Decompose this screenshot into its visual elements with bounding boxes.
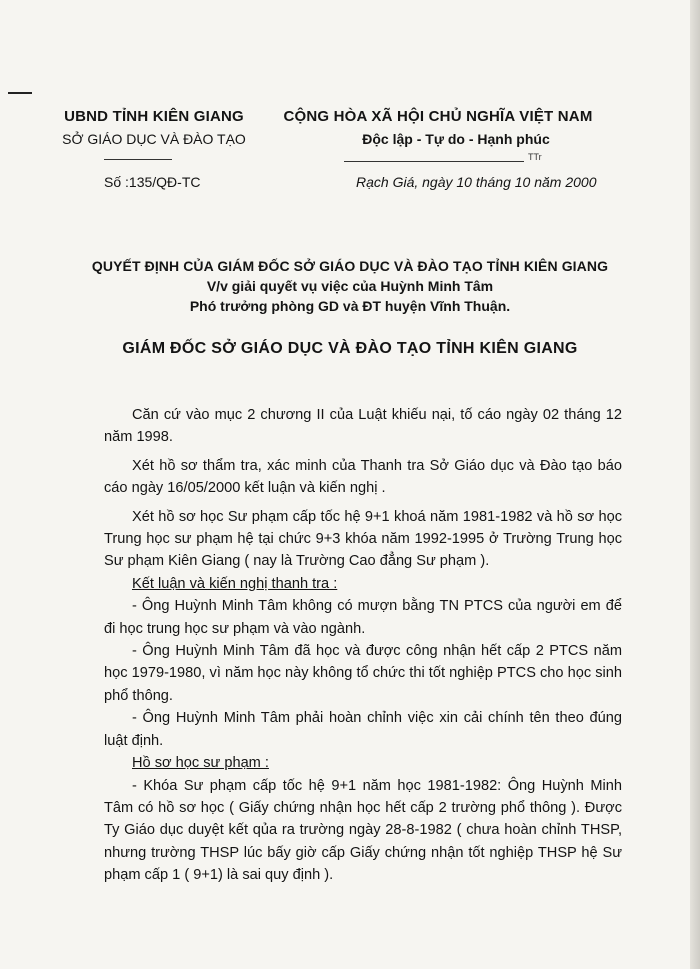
decision-title-line1: QUYẾT ĐỊNH CỦA GIÁM ĐỐC SỞ GIÁO DỤC VÀ ĐÀO TẠO TỈNH KIÊN GIANG — [91, 258, 609, 274]
document-number: Số :135/QĐ-TC — [104, 174, 201, 190]
section-conclusion-heading: Kết luận và kiến nghị thanh tra : — [132, 575, 338, 592]
tt-mark: TTr — [528, 152, 542, 162]
document-date: Rạch Giá, ngày 10 tháng 10 năm 2000 — [356, 174, 597, 190]
conclusion-item-1: - Ông Huỳnh Minh Tâm không có mượn bằng TN PTCS của người em để đi học trung học sư phạm và vào ngành. — [104, 598, 622, 637]
document-body — [104, 404, 622, 887]
decision-title-line2: V/v giải quyết vụ việc của Huỳnh Minh Tâm — [206, 278, 494, 294]
scan-page-edge — [690, 0, 700, 969]
section-records-heading-row — [104, 752, 622, 774]
decision-title — [40, 256, 660, 316]
scan-mark — [8, 92, 32, 94]
decision-title-line3: Phó trưởng phòng GD và ĐT huyện Vĩnh Thuận. — [189, 298, 511, 314]
paragraph-legal-basis: Căn cứ vào mục 2 chương II của Luật khiếu nại, tố cáo ngày 02 tháng 12 năm 1998. — [104, 407, 622, 446]
authority-heading: GIÁM ĐỐC SỞ GIÁO DỤC VÀ ĐÀO TẠO TỈNH KIÊN GIANG — [122, 340, 578, 357]
records-item-1: - Khóa Sư phạm cấp tốc hệ 9+1 năm học 1981-1982: Ông Huỳnh Minh Tâm có hồ sơ học ( Giấy chứng nhận học hết cấp 2 trường phổ thông ). Được Ty Giáo dục duyệt kết qủa ra trường ngày 28-8-1982 ( chưa hoàn chỉnh THSP, nhưng trường THSP lúc bấy giờ cấp Giấy chứng nhận tốt nghiệp THSP hệ Sư phạm cấp 1 ( 9+1) là sai quy định ). — [104, 777, 622, 884]
issuer-block — [54, 108, 254, 147]
paragraph-inspection: Xét hồ sơ thẩm tra, xác minh của Thanh tra Sở Giáo dục và Đào tạo báo cáo ngày 16/05/2000 kết luận và kiến nghị . — [104, 457, 622, 497]
issuer-underline — [104, 159, 172, 160]
issuer-authority: UBND TỈNH KIÊN GIANG — [64, 108, 244, 125]
paragraph-records: Xét hồ sơ học Sư phạm cấp tốc hệ 9+1 khoá năm 1981-1982 và hồ sơ học Trung học sư phạm hệ tại chức 9+3 khóa năm 1992-1995 ở Trường Trung học Sư phạm Kiên Giang ( nay là Trường Cao đẳng Sư phạm ). — [104, 508, 622, 570]
motto-underline — [344, 161, 524, 162]
national-name: CỘNG HÒA XÃ HỘI CHỦ NGHĨA VIỆT NAM — [283, 108, 593, 125]
national-motto-block — [278, 108, 598, 147]
conclusion-item-3: - Ông Huỳnh Minh Tâm phải hoàn chỉnh việc xin cải chính tên theo đúng luật định. — [104, 710, 622, 749]
section-records-heading: Hồ sơ học sư phạm : — [132, 755, 269, 772]
section-conclusion-heading-row — [104, 573, 622, 595]
issuer-department: SỞ GIÁO DỤC VÀ ĐÀO TẠO — [62, 131, 246, 147]
conclusion-item-2: - Ông Huỳnh Minh Tâm đã học và được công nhận hết cấp 2 PTCS năm học 1979-1980, vì năm học này không tổ chức thi tốt nghiệp PTCS cho học sinh phổ thông. — [104, 643, 622, 704]
national-motto: Độc lập - Tự do - Hạnh phúc — [362, 131, 550, 147]
